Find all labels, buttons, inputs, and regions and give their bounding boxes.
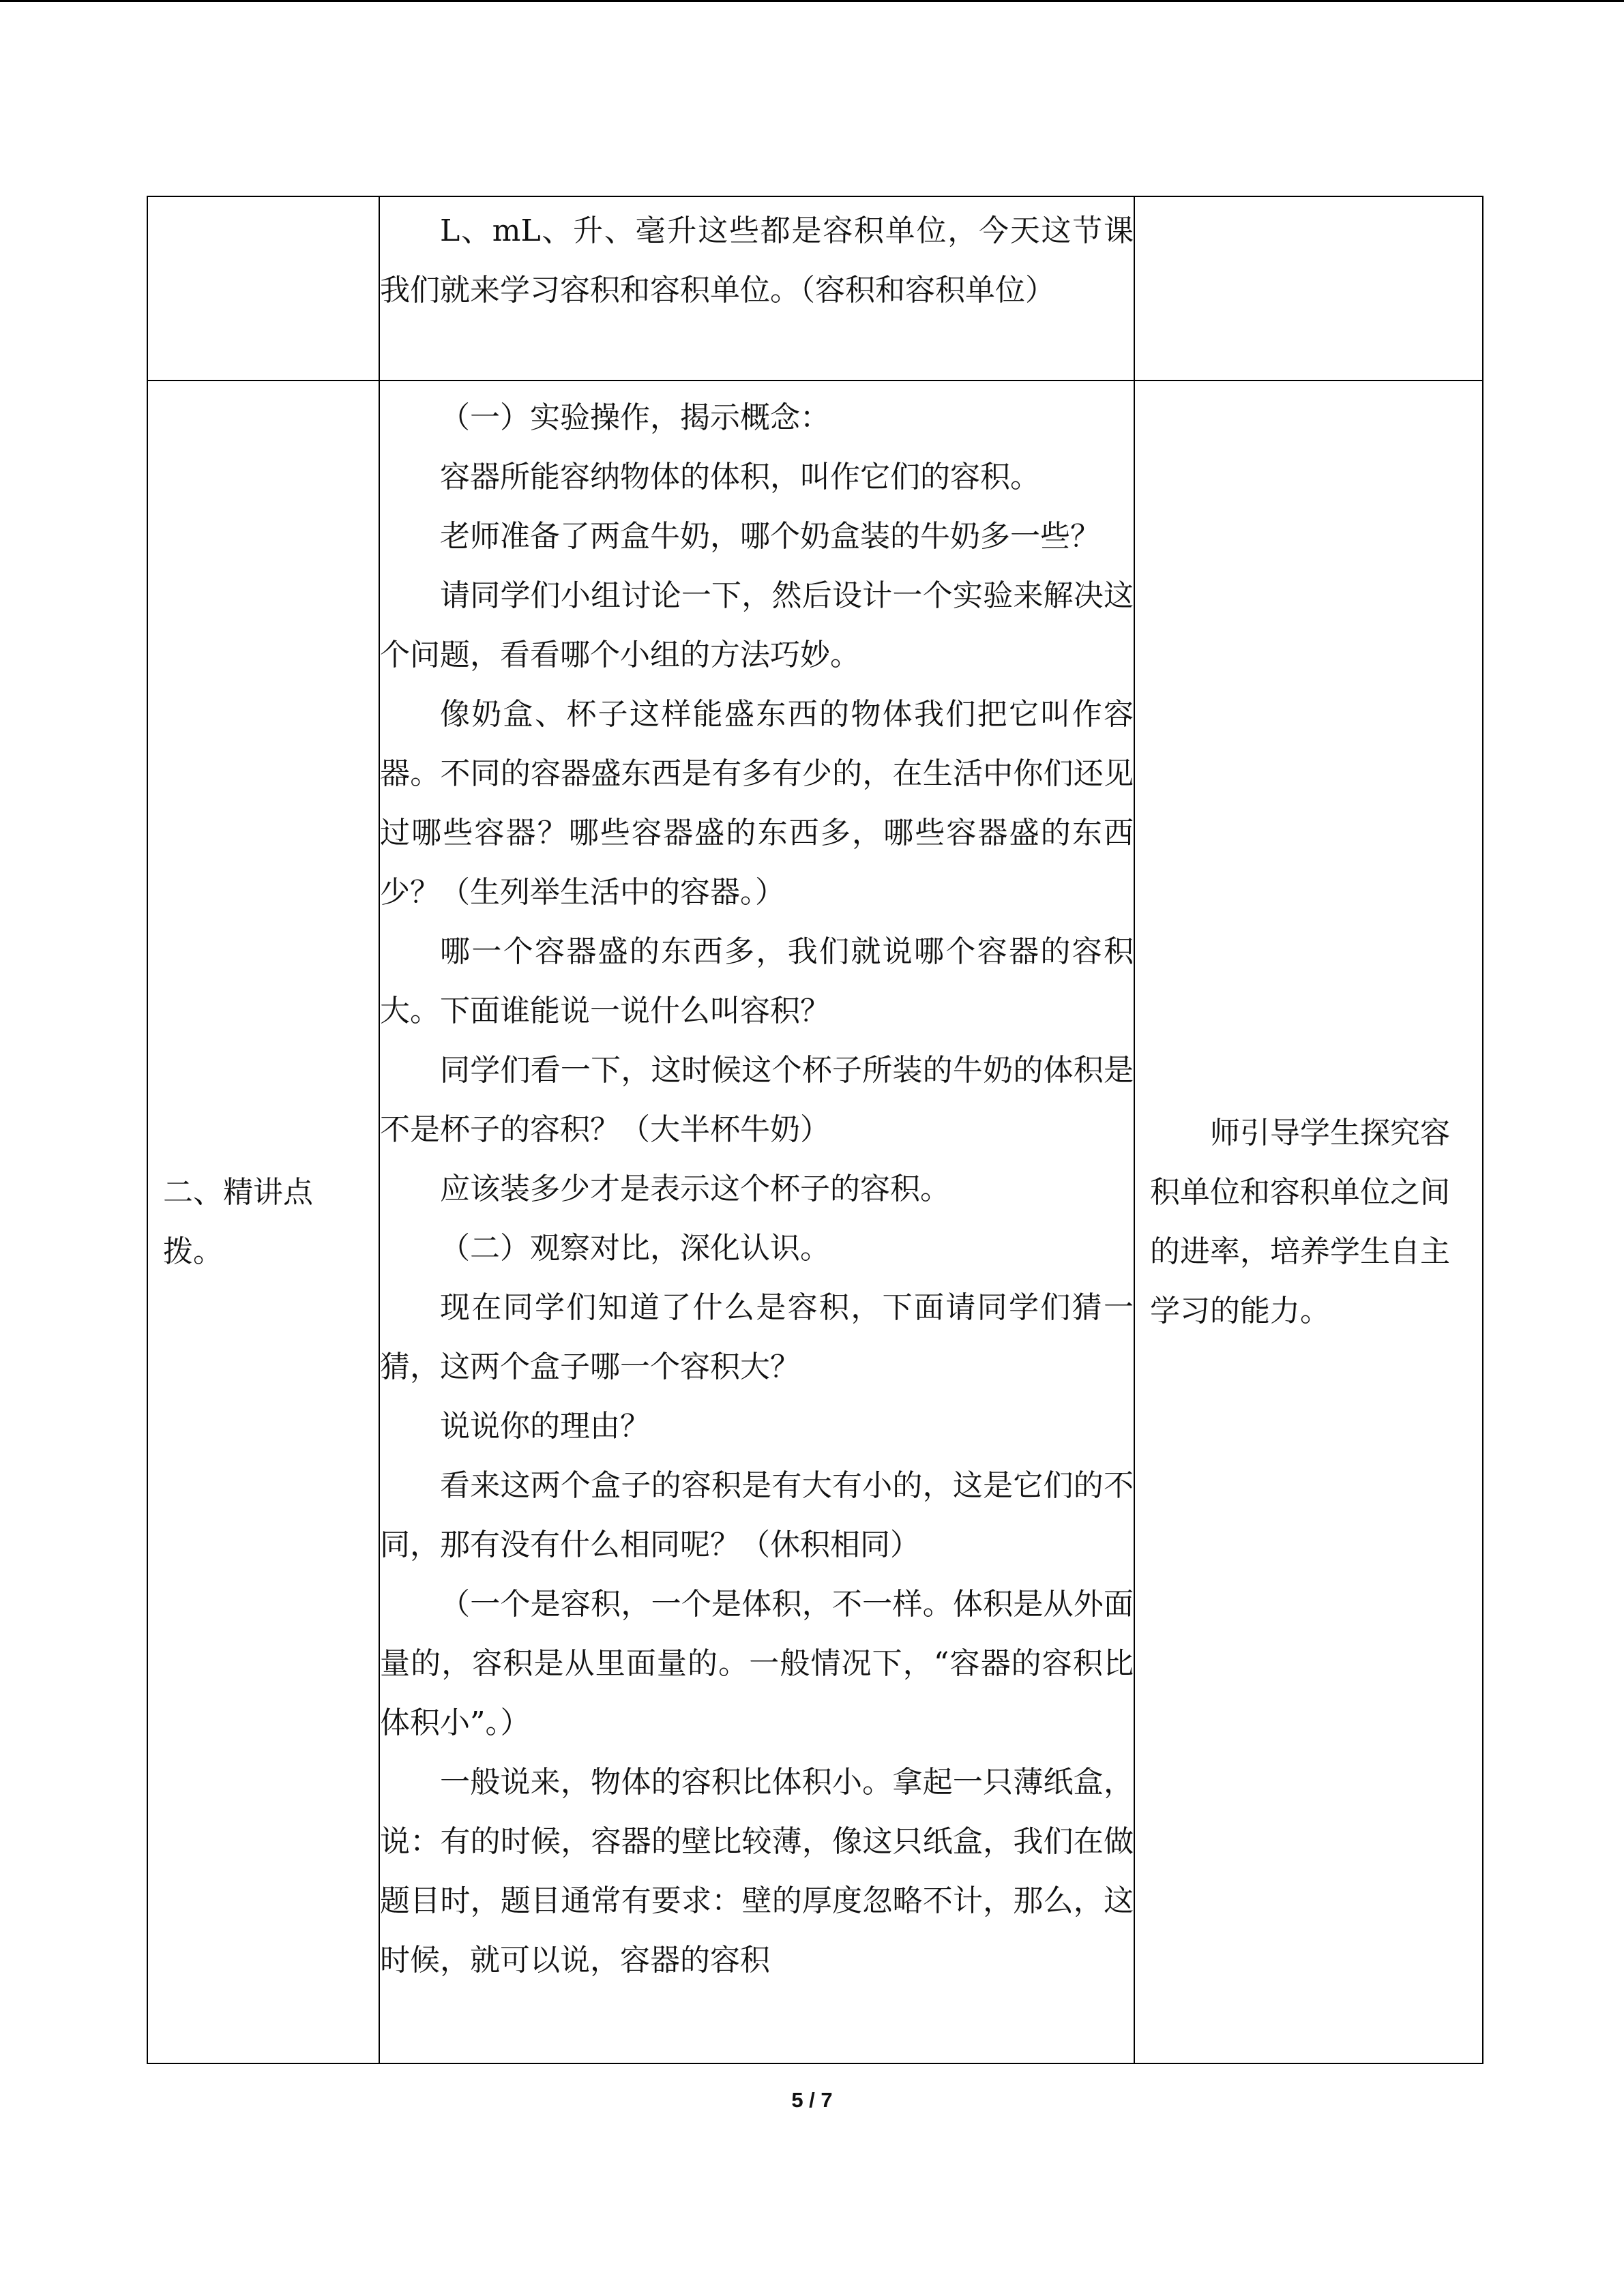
intent-cell-empty <box>1134 196 1483 381</box>
intent-cell <box>1134 381 1483 2063</box>
content-paragraph: 说说你的理由？ <box>440 1409 650 1444</box>
page-number: 5 / 7 <box>791 2088 833 2112</box>
content-cell-main <box>379 381 1134 2063</box>
content-paragraph: （一个是容积，一个是体积，不一样。体积是从外面量的，容积是从里面量的。一般情况下，“容器的容积比体积小”。） <box>380 1587 1134 1740</box>
content-paragraph: 哪一个容器盛的东西多，我们就说哪个容器的容积大。下面谁能说一说什么叫容积？ <box>380 934 1134 1028</box>
content-paragraph: 应该装多少才是表示这个杯子的容积。 <box>440 1172 950 1206</box>
content-paragraph: 看来这两个盒子的容积是有大有小的，这是它们的不同，那有没有什么相同呢？（休积相同） <box>380 1468 1134 1562</box>
table-row-main <box>147 381 1483 2063</box>
content-paragraph: 容器所能容纳物体的体积，叫作它们的容积。 <box>440 460 1040 494</box>
intro-paragraph: L、mL、升、毫升这些都是容积单位，今天这节课我们就来学习容积和容积单位。（容积和容积单位） <box>380 213 1134 308</box>
stage-label: 二、精讲点拨。 <box>163 1175 313 1269</box>
content-paragraph: 同学们看一下，这时候这个杯子所装的牛奶的体积是不是杯子的容积？（大半杯牛奶） <box>380 1053 1134 1147</box>
content-paragraph: （二）观察对比，深化认识。 <box>440 1231 830 1266</box>
content-paragraph: 现在同学们知道了什么是容积，下面请同学们猜一猜，这两个盒子哪一个容积大？ <box>380 1290 1134 1384</box>
table-row-intro <box>147 196 1483 381</box>
design-intent-text: 师引导学生探究容积单位和容积单位之间的进率，培养学生自主学习的能力。 <box>1150 1116 1450 1328</box>
top-rule <box>0 0 1624 2</box>
lesson-plan-table <box>147 196 1483 2064</box>
stage-cell-empty <box>147 196 379 381</box>
content-paragraph: 请同学们小组讨论一下，然后设计一个实验来解决这个问题，看看哪个小组的方法巧妙。 <box>380 578 1134 672</box>
content-paragraph: 像奶盒、杯子这样能盛东西的物体我们把它叫作容器。不同的容器盛东西是有多有少的，在生活中你们还见过哪些容器？哪些容器盛的东西多，哪些容器盛的东西少？（生列举生活中的容器。） <box>380 697 1134 910</box>
content-paragraph: 老师准备了两盒牛奶，哪个奶盒装的牛奶多一些？ <box>440 519 1100 554</box>
content-paragraph: 一般说来，物体的容积比体积小。拿起一只薄纸盒，说：有的时候，容器的壁比较薄，像这只纸盒，我们在做题目时，题目通常有要求：壁的厚度忽略不计，那么，这时候，就可以说，容器的容积 <box>380 1765 1134 1978</box>
stage-cell <box>147 381 379 2063</box>
content-paragraph: （一）实验操作，揭示概念： <box>440 400 830 435</box>
content-cell-intro <box>379 196 1134 381</box>
